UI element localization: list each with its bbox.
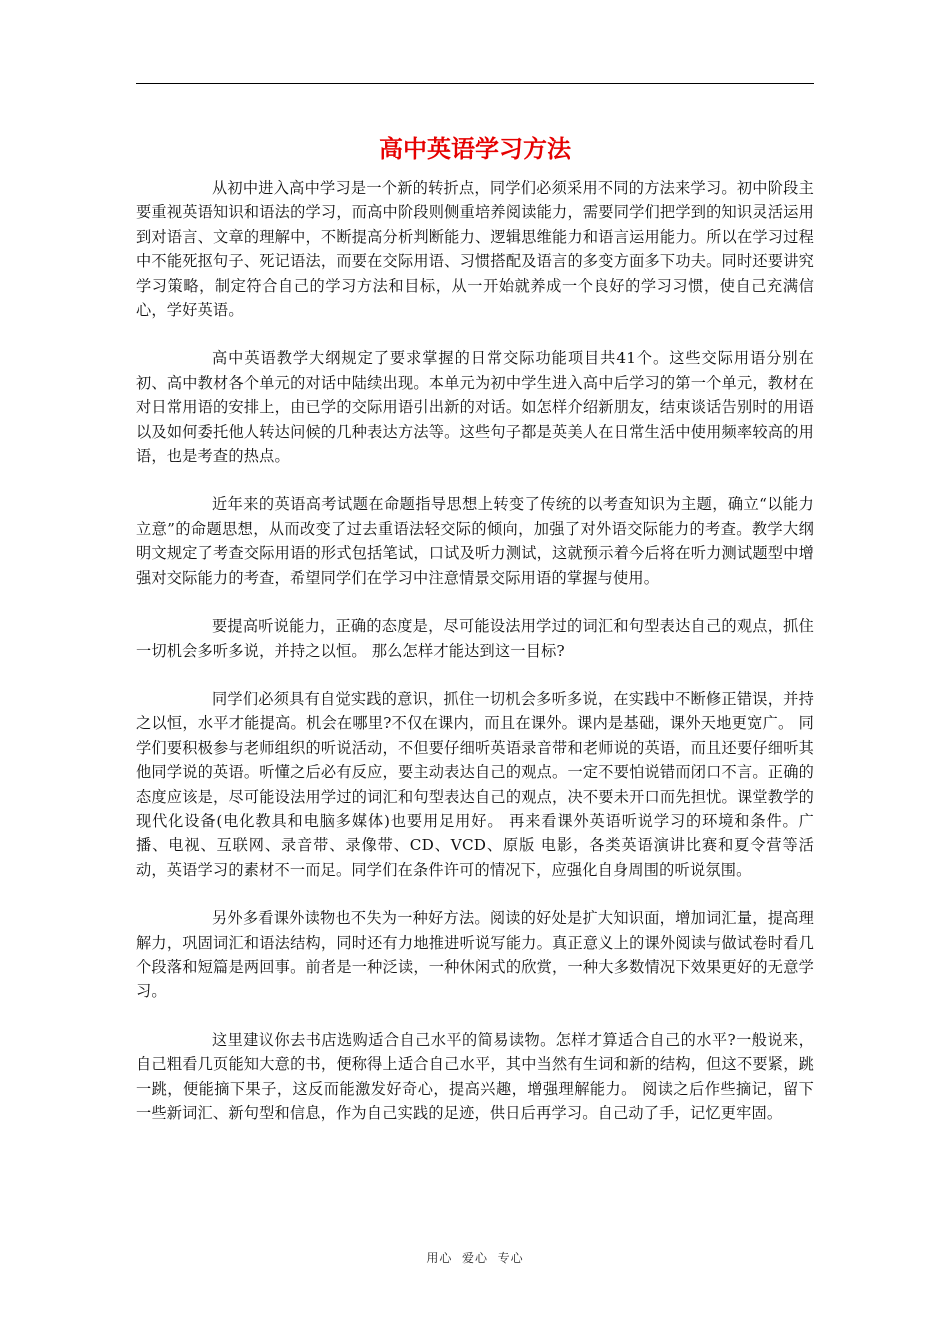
- paragraph-4: 要提高听说能力，正确的态度是，尽可能设法用学过的词汇和句型表达自己的观点，抓住一切机会多听多说，并持之以恒。 那么怎样才能达到这一目标?: [136, 617, 814, 660]
- paragraph-3: 近年来的英语高考试题在命题指导思想上转变了传统的以考查知识为主题，确立“以能力立意”的命题思想，从而改变了过去重语法轻交际的倾向，加强了对外语交际能力的考查。教学大纲明文规定了考查交际用语的形式包括笔试，口试及听力测试，这就预示着今后将在听力测试题型中增强对交际能力的考查，希望同学们在学习中注意情景交际用语的掌握与使用。: [136, 495, 814, 587]
- document-title: 高中英语学习方法: [379, 135, 571, 163]
- paragraph-1: 从初中进入高中学习是一个新的转折点，同学们必须采用不同的方法来学习。初中阶段主要重视英语知识和语法的学习，而高中阶段则侧重培养阅读能力，需要同学们把学到的知识灵活运用到对语言、文章的理解中，不断提高分析判断能力、逻辑思维能力和语言运用能力。所以在学习过程中不能死抠句子、死记语法，而要在交际用语、习惯搭配及语言的多变方面多下功夫。同时还要讲究学习策略，制定符合自己的学习方法和目标，从一开始就养成一个良好的学习习惯，使自己充满信心，学好英语。: [136, 179, 814, 320]
- document-body: [136, 176, 814, 1149]
- paragraph-7: 这里建议你去书店选购适合自己水平的简易读物。怎样才算适合自己的水平?一般说来，自己粗看几页能知大意的书，便称得上适合自己水平，其中当然有生词和新的结构，但这不要紧，跳一跳，便能摘下果子，这反而能激发好奇心，提高兴趣，增强理解能力。 阅读之后作些摘记，留下一些新词汇、新句型和信息，作为自己实践的足迹，供日后再学习。自己动了手，记忆更牢固。: [136, 1030, 814, 1122]
- paragraph-2: 高中英语教学大纲规定了要求掌握的日常交际功能项目共41个。这些交际用语分别在初、高中教材各个单元的对话中陆续出现。本单元为初中学生进入高中后学习的第一个单元，教材在对日常用语的安排上，由已学的交际用语引出新的对话。如怎样介绍新朋友，结束谈话告别时的用语以及如何委托他人转达问候的几种表达方法等。这些句子都是英美人在日常生活中使用频率较高的用语，也是考查的热点。: [136, 349, 814, 466]
- header-divider: [136, 83, 814, 84]
- paragraph-6: 另外多看课外读物也不失为一种好方法。阅读的好处是扩大知识面，增加词汇量，提高理解力，巩固词汇和语法结构，同时还有力地推进听说写能力。真正意义上的课外阅读与做试卷时看几个段落和短篇是两回事。前者是一种泛读，一种休闲式的欣赏，一种大多数情况下效果更好的无意学习。: [136, 909, 814, 1001]
- paragraph-5: 同学们必须具有自觉实践的意识，抓住一切机会多听多说，在实践中不断修正错误，并持之以恒，水平才能提高。机会在哪里?不仅在课内，而且在课外。课内是基础，课外天地更宽广。 同学们要积极参与老师组织的听说活动，不但要仔细听英语录音带和老师说的英语，而且还要仔细听其他同学说的英语。听懂之后必有反应，要主动表达自己的观点。一定不要怕说错而闭口不言。正确的态度应该是，尽可能设法用学过的词汇和句型表达自己的观点，决不要未开口而先担忧。课堂教学的现代化设备(电化教具和电脑多媒体)也要用足用好。 再来看课外英语听说学习的环境和条件。广播、电视、互联网、录音带、录像带、CD、VCD、原版 电影，各类英语演讲比赛和夏令营等活动，英语学习的素材不一而足。同学们在条件许可的情况下，应强化自身周围的听说氛围。: [136, 689, 814, 879]
- page-footer: 用心 爱心 专心: [426, 1251, 524, 1265]
